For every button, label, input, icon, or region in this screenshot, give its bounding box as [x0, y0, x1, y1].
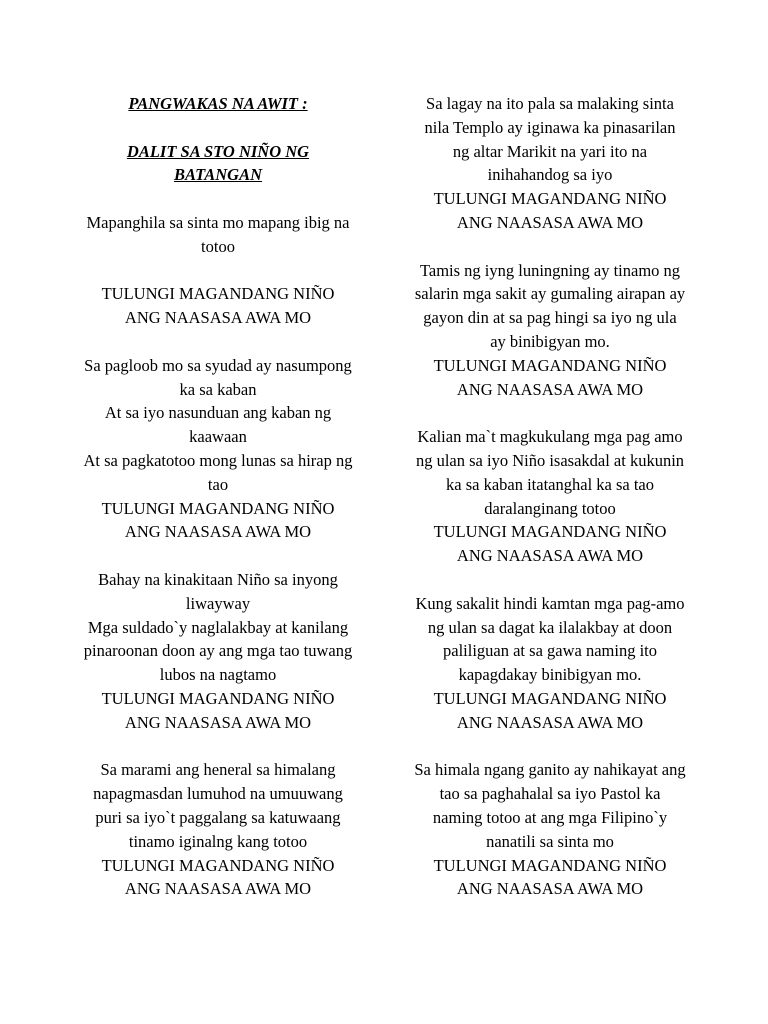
blank-line: [64, 735, 372, 759]
refrain-line: ANG NAASASA AWA MO: [456, 379, 644, 399]
refrain-line: TULUNGI MAGANDANG NIÑO: [433, 522, 667, 542]
verse-line: inihahandog sa iyo: [487, 165, 613, 185]
refrain-line: ANG NAASASA AWA MO: [124, 522, 312, 542]
refrain-line: TULUNGI MAGANDANG NIÑO: [433, 855, 667, 875]
verse-line: nanatili sa sinta mo: [486, 831, 614, 851]
blank-line: [64, 330, 372, 354]
verse-line: nila Templo ay iginawa ka pinasarilan: [424, 117, 676, 137]
refrain-line: ANG NAASASA AWA MO: [124, 308, 312, 328]
blank-line: [398, 568, 702, 592]
verse-line: Kung sakalit hindi kamtan mga pag-amo: [415, 593, 685, 613]
refrain-line: ANG NAASASA AWA MO: [456, 879, 644, 899]
verse-line: gayon din at sa pag hingi sa iyo ng ula: [423, 308, 677, 328]
refrain-line: TULUNGI MAGANDANG NIÑO: [101, 498, 335, 518]
blank-line: [64, 116, 372, 140]
refrain-line: TULUNGI MAGANDANG NIÑO: [101, 688, 335, 708]
refrain-line: ANG NAASASA AWA MO: [124, 879, 312, 899]
verse-line: pinaroonan doon ay ang mga tao tuwang: [83, 641, 353, 661]
verse-line: daralanginang totoo: [484, 498, 616, 518]
verse-line: At sa pagkatotoo mong lunas sa hirap ng: [83, 450, 353, 470]
song-title-line: BATANGAN: [173, 165, 263, 185]
right-column: [398, 92, 702, 901]
blank-line: [64, 259, 372, 283]
verse-line: Mga suldado`y naglalakbay at kanilang: [87, 617, 349, 637]
verse-line: Sa pagloob mo sa syudad ay nasumpong: [84, 355, 352, 375]
verse-line: tinamo iginalng kang totoo: [128, 831, 308, 851]
refrain-line: ANG NAASASA AWA MO: [456, 712, 644, 732]
verse-line: Tamis ng iyng luningning ay tinamo ng: [419, 260, 681, 280]
verse-line: Bahay na kinakitaan Niño sa inyong: [98, 569, 338, 589]
verse-line: Sa lagay na ito pala sa malaking sinta: [426, 94, 674, 113]
verse-line: puri sa iyo`t paggalang sa katuwaang: [95, 807, 341, 827]
verse-line: kapagdakay binibigyan mo.: [458, 665, 642, 685]
refrain-line: ANG NAASASA AWA MO: [124, 712, 312, 732]
verse-line: paliliguan at sa gawa naming ito: [443, 641, 657, 661]
verse-line: kaawaan: [189, 427, 247, 447]
verse-line: Kalian ma`t magkukulang mga pag amo: [417, 427, 683, 447]
verse-line: salarin mga sakit ay gumaling airapan ay: [414, 284, 686, 304]
verse-line: ng ulan sa dagat ka ilalakbay at doon: [427, 617, 673, 637]
verse-line: lubos na nagtamo: [159, 665, 277, 685]
verse-line: ng altar Marikit na yari ito na: [452, 141, 648, 161]
blank-line: [64, 544, 372, 568]
refrain-line: TULUNGI MAGANDANG NIÑO: [101, 284, 335, 304]
verse-line: liwayway: [185, 593, 251, 613]
refrain-line: TULUNGI MAGANDANG NIÑO: [433, 189, 667, 209]
blank-line: [398, 235, 702, 259]
section-heading: PANGWAKAS NA AWIT :: [128, 94, 308, 113]
verse-line: tao: [207, 474, 229, 494]
refrain-line: TULUNGI MAGANDANG NIÑO: [433, 688, 667, 708]
refrain-line: ANG NAASASA AWA MO: [456, 546, 644, 566]
refrain-line: TULUNGI MAGANDANG NIÑO: [101, 855, 335, 875]
verse-line: ka sa kaban: [179, 379, 257, 399]
verse-line: ng ulan sa iyo Niño isasakdal at kukunin: [415, 450, 685, 470]
refrain-line: TULUNGI MAGANDANG NIÑO: [433, 355, 667, 375]
blank-line: [398, 401, 702, 425]
verse-line: ay binibigyan mo.: [490, 331, 610, 351]
verse-line: tao sa paghahalal sa iyo Pastol ka: [439, 784, 661, 804]
verse-line: Mapanghila sa sinta mo mapang ibig na: [86, 212, 350, 232]
verse-line: Sa himala ngang ganito ay nahikayat ang: [414, 760, 686, 780]
verse-line: totoo: [201, 236, 235, 256]
song-title-line: DALIT SA STO NIÑO NG: [126, 141, 310, 161]
left-column: [64, 92, 372, 901]
blank-line: [398, 735, 702, 759]
verse-line: ka sa kaban itatanghal ka sa tao: [446, 474, 654, 494]
verse-line: napagmasdan lumuhod na umuuwang: [93, 784, 343, 804]
verse-line: At sa iyo nasunduan ang kaban ng: [104, 403, 332, 423]
blank-line: [64, 187, 372, 211]
verse-line: naming totoo at ang mga Filipino`y: [432, 807, 668, 827]
refrain-line: ANG NAASASA AWA MO: [456, 212, 644, 232]
verse-line: Sa marami ang heneral sa himalang: [100, 760, 336, 780]
